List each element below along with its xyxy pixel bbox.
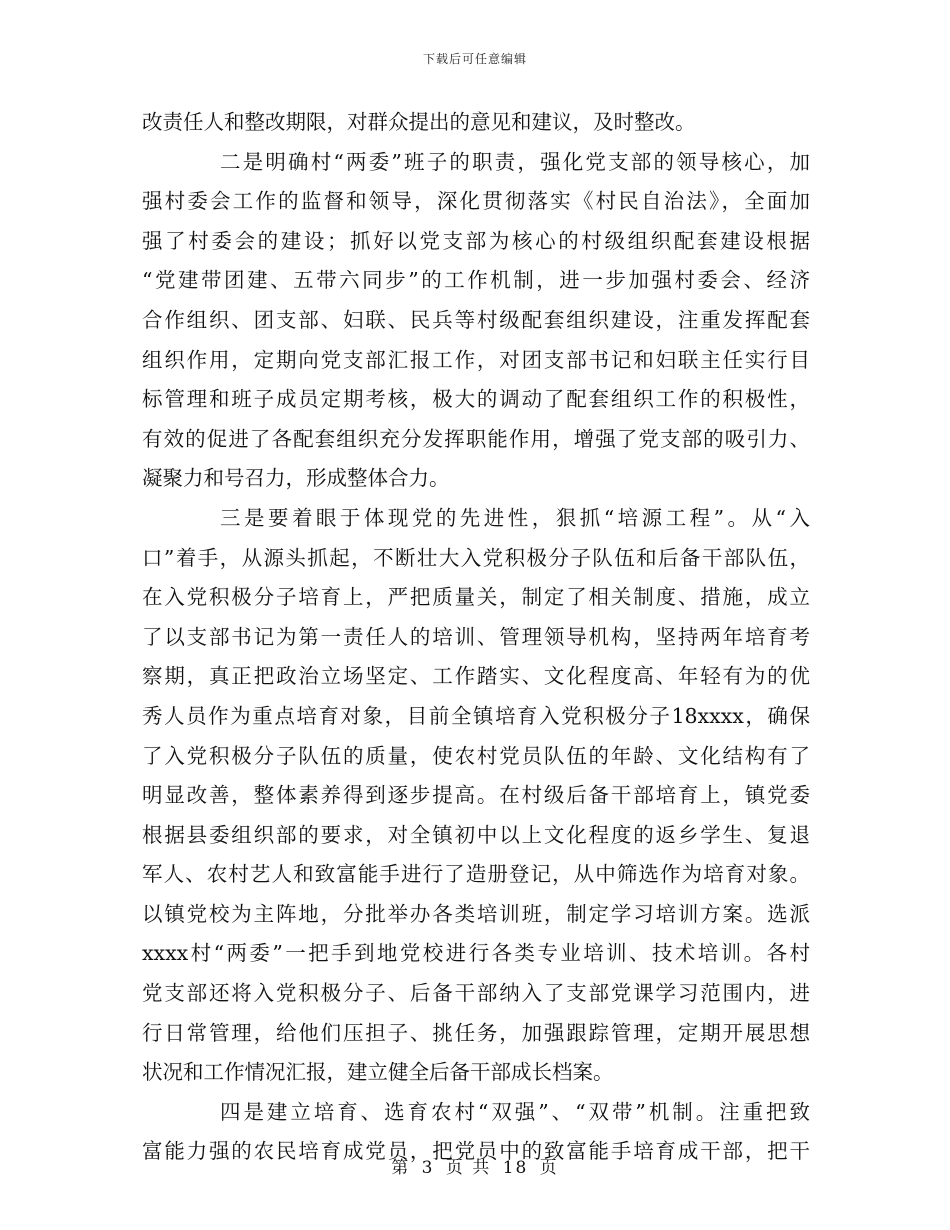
text-line: 组织作用，定期向党支部汇报工作，对团支部书记和妇联主任实行目: [142, 347, 810, 372]
text-line: 有效的促进了各配套组织充分发挥职能作用，增强了党支部的吸引力、: [142, 426, 810, 451]
text-line: 口”着手，从源头抓起，不断壮大入党积极分子队伍和后备干部队伍，: [142, 545, 810, 570]
footer-suffix: 页: [539, 1158, 559, 1178]
text-line: 根据县委组织部的要求，对全镇初中以上文化程度的返乡学生、复退: [142, 822, 810, 847]
page-footer: [0, 1153, 950, 1178]
page-header: 下载后可任意编辑: [422, 52, 527, 66]
text-line: 四是建立培育、选育农村“双强”、“双带”机制。注重把致: [220, 1099, 810, 1124]
text-line: 了以支部书记为第一责任人的培训、管理领导机构，坚持两年培育考: [142, 624, 810, 649]
text-line: 强村委会工作的监督和领导，深化贯彻落实《村民自治法》，全面加: [142, 189, 810, 214]
text-line: 强了村委会的建设；抓好以党支部为核心的村级组织配套建设根据: [142, 228, 810, 253]
text-line: 明显改善，整体素养得到逐步提高。在村级后备干部培育上，镇党委: [142, 783, 810, 808]
text-line: 察期，真正把政治立场坚定、工作踏实、文化程度高、年轻有为的优: [142, 664, 810, 689]
footer-middle: 页 共: [445, 1158, 492, 1178]
text-line: 行日常管理，给他们压担子、挑任务，加强跟踪管理，定期开展思想: [142, 1020, 810, 1045]
text-line: 在入党积极分子培育上，严把质量关，制定了相关制度、措施，成立: [142, 585, 810, 610]
text-line: 军人、农村艺人和致富能手进行了造册登记，从中筛选作为培育对象。: [142, 862, 810, 887]
text-line: 三是要着眼于体现党的先进性，狠抓“培源工程”。从“入: [220, 505, 810, 530]
text-line: xxxx村“两委”一把手到地党校进行各类专业培训、技术培训。各村: [142, 941, 810, 966]
text-line: 以镇党校为主阵地，分批举办各类培训班，制定学习培训方案。选派: [142, 901, 810, 926]
text-line: 凝聚力和号召力，形成整体合力。: [142, 466, 450, 491]
text-line: 秀人员作为重点培育对象，目前全镇培育入党积极分子18xxxx，确保: [142, 703, 810, 728]
footer-total-pages: 18: [502, 1158, 529, 1178]
text-line: 党支部还将入党积极分子、后备干部纳入了支部党课学习范围内，进: [142, 981, 810, 1006]
footer-current-page: 3: [421, 1158, 435, 1178]
text-line: 二是明确村“两委”班子的职责，强化党支部的领导核心，加: [220, 149, 810, 174]
text-line: 状况和工作情况汇报，建立健全后备干部成长档案。: [142, 1060, 614, 1085]
text-line: 富能力强的农民培育成党员，把党员中的致富能手培育成干部，把干: [142, 1139, 810, 1164]
text-line: 标管理和班子成员定期考核，极大的调动了配套组织工作的积极性，: [142, 387, 810, 412]
text-line: 了入党积极分子队伍的质量，使农村党员队伍的年龄、文化结构有了: [142, 743, 810, 768]
text-line: 改责任人和整改期限，对群众提出的意见和建议，及时整改。: [142, 110, 696, 134]
document-body: [142, 103, 810, 1172]
text-line: “党建带团建、五带六同步”的工作机制，进一步加强村委会、经济: [142, 268, 810, 293]
footer-prefix: 第: [391, 1158, 411, 1178]
text-line: 合作组织、团支部、妇联、民兵等村级配套组织建设，注重发挥配套: [142, 307, 810, 332]
